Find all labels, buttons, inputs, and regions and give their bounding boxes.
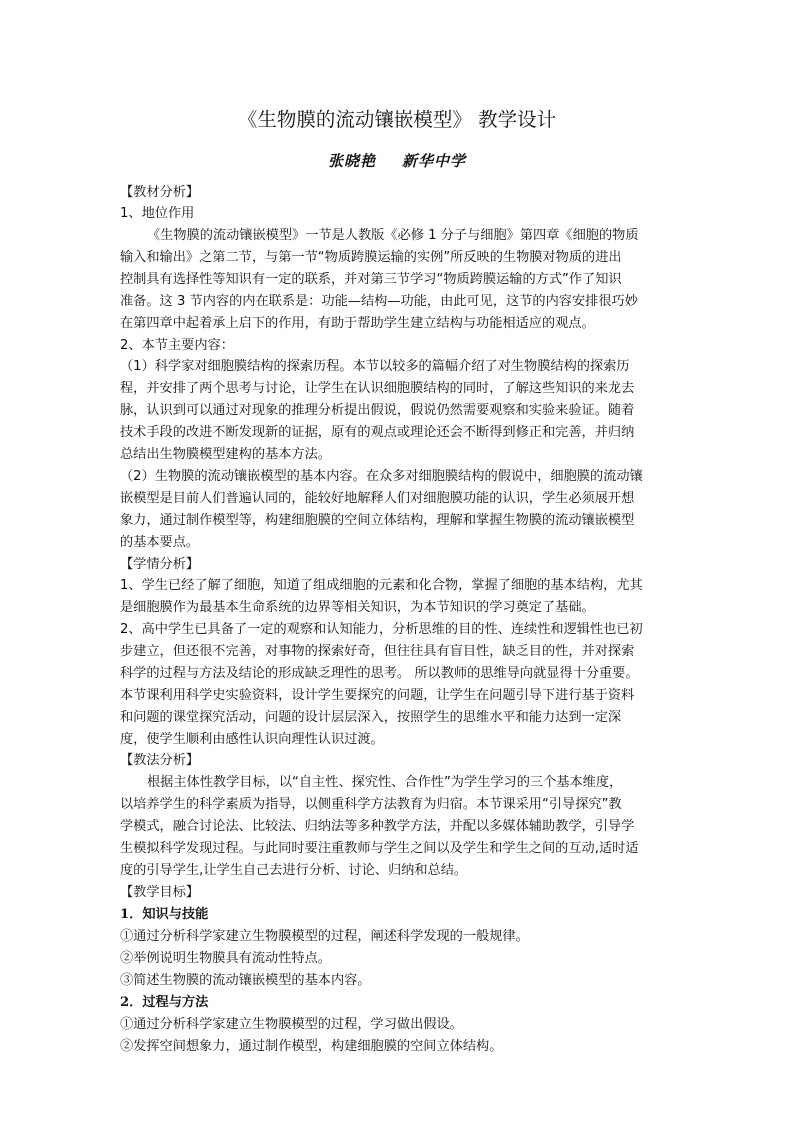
text-line: 2、本节主要内容： (120, 338, 234, 353)
text-line: ②举例说明生物膜具有流动性特点。 (120, 951, 331, 966)
text-line: 技术手段的改进不断发现新的证据，原有的观点或理论还会不断得到修正和完善，并归纳 (120, 425, 635, 440)
text-line: 以培养学生的科学素质为指导，以侧重科学方法教育为归宿。本节课采用“引导探究”教 (120, 797, 622, 812)
text-line: 生模拟科学发现过程。与此同时要注重教师与学生之间以及学生和学生之间的互动,适时适 (120, 841, 639, 856)
text-line: 脉，认识到可以通过对现象的推理分析提出假说，假说仍然需要观察和实验来验证。随着 (120, 403, 635, 418)
text-line: 总结出生物膜模型建构的基本方法。 (120, 447, 331, 462)
page-title: 《生物膜的流动镶嵌模型》 教学设计 (237, 108, 557, 131)
text-line: 准备。这 3 节内容的内在联系是：功能—结构—功能，由此可见，这节的内容安排很巧妙 (120, 294, 638, 309)
section-heading: 【学情分析】 (120, 557, 200, 572)
text-line: 学模式，融合讨论法、比较法、归纳法等多种教学方法，并配以多媒体辅助教学，引导学 (120, 819, 635, 834)
text-line: 根据主体性教学目标，以“自主性、探究性、合作性”为学生学习的三个基本维度， (147, 775, 623, 790)
text-line: 程，并安排了两个思考与讨论，让学生在认识细胞膜结构的同时，了解这些知识的来龙去 (120, 381, 635, 396)
author-line (0, 150, 794, 171)
text-line: 1、学生已经了解了细胞，知道了组成细胞的元素和化合物，掌握了细胞的基本结构，尤其 (120, 578, 643, 593)
subsection-heading: 1．知识与技能 (120, 907, 209, 922)
text-line: 度的引导学生,让学生自己去进行分析、讨论、归纳和总结。 (120, 863, 468, 878)
text-line: 1、地位作用 (120, 206, 195, 221)
text-line: （2）生物膜的流动镶嵌模型的基本内容。在众多对细胞膜结构的假说中，细胞膜的流动镶 (120, 469, 643, 484)
text-line: 在第四章中起着承上启下的作用，有助于帮助学生建立结构与功能相适应的观点。 (120, 316, 595, 331)
text-line: 《生物膜的流动镶嵌模型》一节是人教版《必修 1 分子与细胞》第四章《细胞的物质 (147, 228, 639, 243)
section-heading: 【教学目标】 (120, 885, 200, 900)
text-line: 和问题的课堂探究活动，问题的设计层层深入，按照学生的思维水平和能力达到一定深 (120, 710, 622, 725)
text-line: 象力，通过制作模型等，构建细胞膜的空间立体结构，理解和掌握生物膜的流动镶嵌模型 (120, 513, 635, 528)
text-line: ②发挥空间想象力，通过制作模型，构建细胞膜的空间立体结构。 (120, 1039, 503, 1054)
section-heading: 【教材分析】 (120, 185, 200, 200)
text-line: 嵌模型是目前人们普遍认同的，能较好地解释人们对细胞膜功能的认识，学生必须展开想 (120, 491, 635, 506)
subsection-heading: 2．过程与方法 (120, 995, 209, 1010)
text-line: 2、高中学生已具备了一定的观察和认知能力，分析思维的目的性、连续性和逻辑性也已初 (120, 622, 643, 637)
author-name: 张晓艳 (327, 152, 376, 170)
text-line: ③简述生物膜的流动镶嵌模型的基本内容。 (120, 973, 371, 988)
text-line: 的基本要点。 (120, 535, 200, 550)
section-heading: 【教法分析】 (120, 753, 200, 768)
text-line: 本节课利用科学史实验资料，设计学生要探究的问题，让学生在问题引导下进行基于资料 (120, 688, 635, 703)
school-name: 新华中学 (402, 152, 467, 170)
text-line: ①通过分析科学家建立生物膜模型的过程，阐述科学发现的一般规律。 (120, 929, 529, 944)
text-line: 输入和输出》之第二节，与第一节“物质跨膜运输的实例”所反映的生物膜对物质的进出 (120, 250, 622, 265)
text-line: 科学的过程与方法及结论的形成缺乏理性的思考。 所以教师的思维导向就显得十分重要。 (120, 666, 639, 681)
text-line: 是细胞膜作为最基本生命系统的边界等相关知识，为本节知识的学习奠定了基础。 (120, 600, 595, 615)
text-line: 步建立，但还很不完善，对事物的探索好奇，但往往具有盲目性，缺乏目的性，并对探索 (120, 644, 635, 659)
text-line: ①通过分析科学家建立生物膜模型的过程，学习做出假设。 (120, 1017, 463, 1032)
text-line: 控制具有选择性等知识有一定的联系，并对第三节学习“物质跨膜运输的方式”作了知识 (120, 272, 622, 287)
text-line: 度，使学生顺利由感性认识向理性认识过渡。 (120, 732, 384, 747)
text-line: （1）科学家对细胞膜结构的探索历程。本节以较多的篇幅介绍了对生物膜结构的探索历 (120, 359, 630, 374)
